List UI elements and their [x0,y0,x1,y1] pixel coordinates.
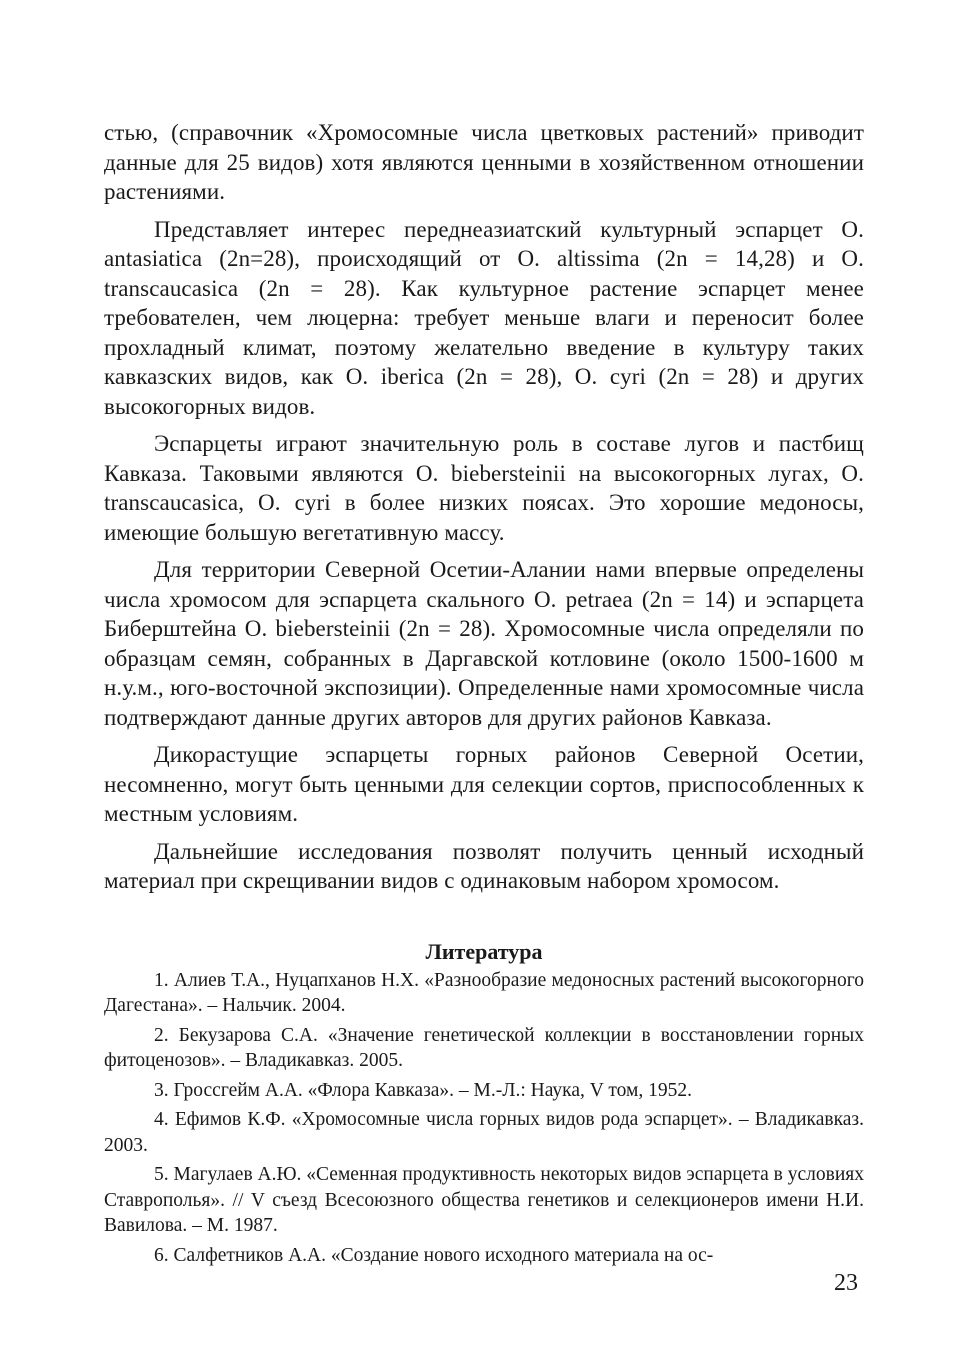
references-heading: Литература [425,938,543,964]
page-number: 23 [834,1270,858,1296]
references-list [104,968,864,1269]
reference-item: 3. Гроссгейм А.А. «Флора Кавказа». – М.-Л.: Наука, V том, 1952. [154,1079,692,1101]
reference-item: 4. Ефимов К.Ф. «Хромосомные числа горных видов рода эспарцет». – Владикавказ. 2003. [104,1109,864,1156]
reference-item: 6. Салфетников А.А. «Создание нового исходного материала на ос- [154,1244,714,1266]
paragraph-1: стью, (справочник «Хромосомные числа цветковых растений» приводит данные для 25 видов) хотя являются ценными в хозяйственном отношении растениями. [104,120,864,204]
paragraph-4: Для территории Северной Осетии-Алании нами впервые определены числа хромосом для эспарцета скального O. petraea (2n = 14) и эспарцета Биберштейна O. biebersteinii (2n = 28). Хромосомные числа определяли по образцам семян, собранных в Даргавской котловине (около 1500-1600 м н.у.м., юго-восточной экспозиции). Определенные нами хромосомные числа подтверждают данные других авторов для других районов Кавказа. [104,557,864,730]
reference-item: 5. Магулаев А.Ю. «Семенная продуктивность некоторых видов эспарцета в условиях Ставрополья». // V съезд Всесоюзного общества генетиков и селекционеров имени Н.И. Вавилова. – М. 1987. [104,1164,864,1236]
page-body [104,118,864,1272]
reference-item: 1. Алиев Т.А., Нуцапханов Н.Х. «Разнообразие медоносных растений высокогорного Дагестана». – Нальчик. 2004. [104,969,864,1016]
paragraph-5: Дикорастущие эспарцеты горных районов Северной Осетии, несомненно, могут быть ценными для селекции сортов, приспособленных к местным условиям. [104,742,864,826]
reference-item: 2. Бекузарова С.А. «Значение генетической коллекции в восстановлении горных фитоценозов». – Владикавказ. 2005. [104,1024,864,1071]
paragraph-6: Дальнейшие исследования позволят получить ценный исходный материал при скрещивании видов с одинаковым набором хромосом. [104,838,864,893]
paragraph-2: Представляет интерес переднеазиатский культурный эспарцет O. antasiatica (2n=28), происходящий от O. altissima (2n = 14,28) и O. transcaucasica (2n = 28). Как культурное растение эспарцет менее требователен, чем люцерна: требует меньше влаги и переносит более прохладный климат, поэтому желательно введение в культуру таких кавказских видов, как O. iberica (2n = 28), O. cyri (2n = 28) и других высокогорных видов. [104,216,864,419]
paragraph-3: Эспарцеты играют значительную роль в составе лугов и пастбищ Кавказа. Таковыми являются O. biebersteinii на высокогорных лугах, O. transcaucasica, O. cyri в более низких поясах. Это хорошие медоносы, имеющие большую вегетативную массу. [104,431,864,545]
